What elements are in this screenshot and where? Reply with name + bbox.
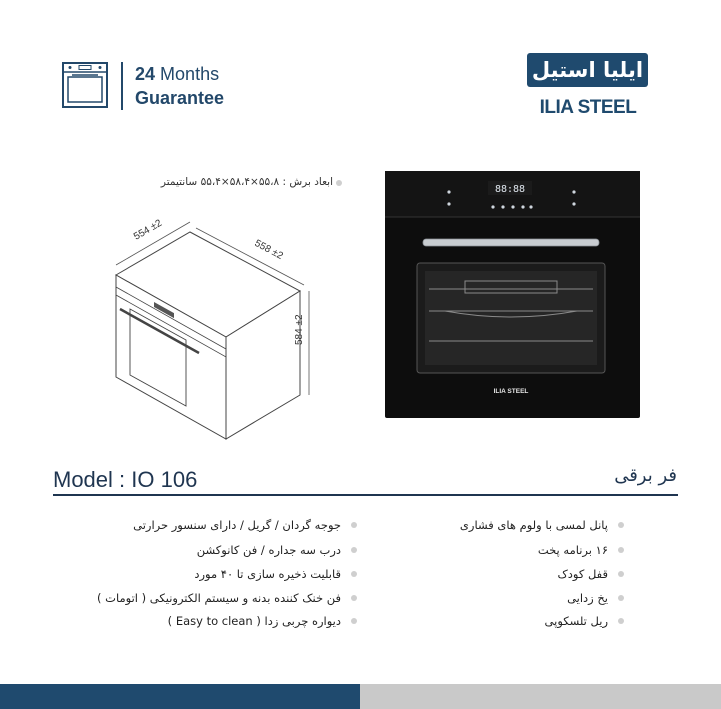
bullet-icon bbox=[618, 522, 624, 528]
oven-product-image bbox=[385, 171, 640, 418]
bullet-icon bbox=[351, 522, 357, 528]
feature-item bbox=[460, 518, 624, 532]
feature-text: یخ زدایی bbox=[567, 591, 608, 605]
bullet-icon bbox=[618, 595, 624, 601]
feature-text: فن خنک کننده بدنه و سیستم الکترونیکی ( اتومات ) bbox=[97, 591, 341, 605]
feature-text: ریل تلسکوپی bbox=[544, 614, 608, 628]
oven-brand-label: ILIA STEEL bbox=[493, 388, 529, 395]
feature-text: جوجه گردان / گریل / دارای سنسور حرارتی bbox=[133, 518, 341, 532]
guarantee-months: Months bbox=[160, 64, 220, 84]
feature-item bbox=[168, 614, 357, 628]
feature-item bbox=[133, 518, 357, 532]
bullet-icon bbox=[618, 547, 624, 553]
bullet-icon bbox=[618, 571, 624, 577]
feature-item bbox=[97, 591, 357, 605]
depth-dimension-label: 558 ±2 bbox=[252, 237, 285, 262]
feature-item bbox=[545, 614, 624, 628]
feature-text: قابلیت ذخیره سازی تا ۴۰ مورد bbox=[194, 567, 341, 581]
feature-item bbox=[557, 567, 624, 581]
bullet-icon bbox=[351, 571, 357, 577]
bullet-icon bbox=[351, 618, 357, 624]
brand-logo-latin: ILIA STEEL bbox=[539, 97, 637, 118]
footer-bar-gray bbox=[360, 684, 721, 709]
guarantee-duration bbox=[135, 64, 219, 85]
feature-text: قفل کودک bbox=[557, 567, 608, 581]
cutout-dimensions-note: ابعاد برش : ۵۵،۸×۵۸،۴×۵۵،۴ سانتیمتر bbox=[160, 176, 333, 188]
width-dimension-label: 554 ±2 bbox=[132, 217, 164, 243]
bullet-icon bbox=[618, 618, 624, 624]
oven-display-time: 88:88 bbox=[494, 184, 526, 195]
guarantee-number: 24 bbox=[135, 64, 156, 84]
feature-text: ۱۶ برنامه پخت bbox=[537, 543, 608, 557]
model-title: Model : IO 106 bbox=[53, 467, 198, 492]
feature-text: دیواره چربی زدا ( Easy to clean ) bbox=[167, 614, 341, 628]
feature-item bbox=[567, 591, 624, 605]
bullet-icon bbox=[351, 595, 357, 601]
feature-item bbox=[197, 543, 357, 557]
bullet-icon bbox=[336, 180, 342, 186]
brand-logo-farsi: ایلیا استیل bbox=[527, 53, 648, 87]
oven-dimension-diagram bbox=[104, 205, 324, 440]
guarantee-separator bbox=[121, 62, 123, 110]
feature-item bbox=[194, 567, 357, 581]
feature-item bbox=[538, 543, 624, 557]
oven-outline-icon bbox=[62, 62, 108, 108]
title-divider bbox=[53, 494, 678, 496]
bullet-icon bbox=[351, 547, 357, 553]
feature-text: پانل لمسی با ولوم های فشاری bbox=[459, 518, 608, 532]
guarantee-label: Guarantee bbox=[135, 88, 225, 108]
height-dimension-label: 584 ±2 bbox=[294, 314, 305, 345]
product-type-title: فر برقی bbox=[614, 465, 677, 486]
feature-text: درب سه جداره / فن کانوکشن bbox=[196, 543, 341, 557]
footer-bar-blue bbox=[0, 684, 360, 709]
